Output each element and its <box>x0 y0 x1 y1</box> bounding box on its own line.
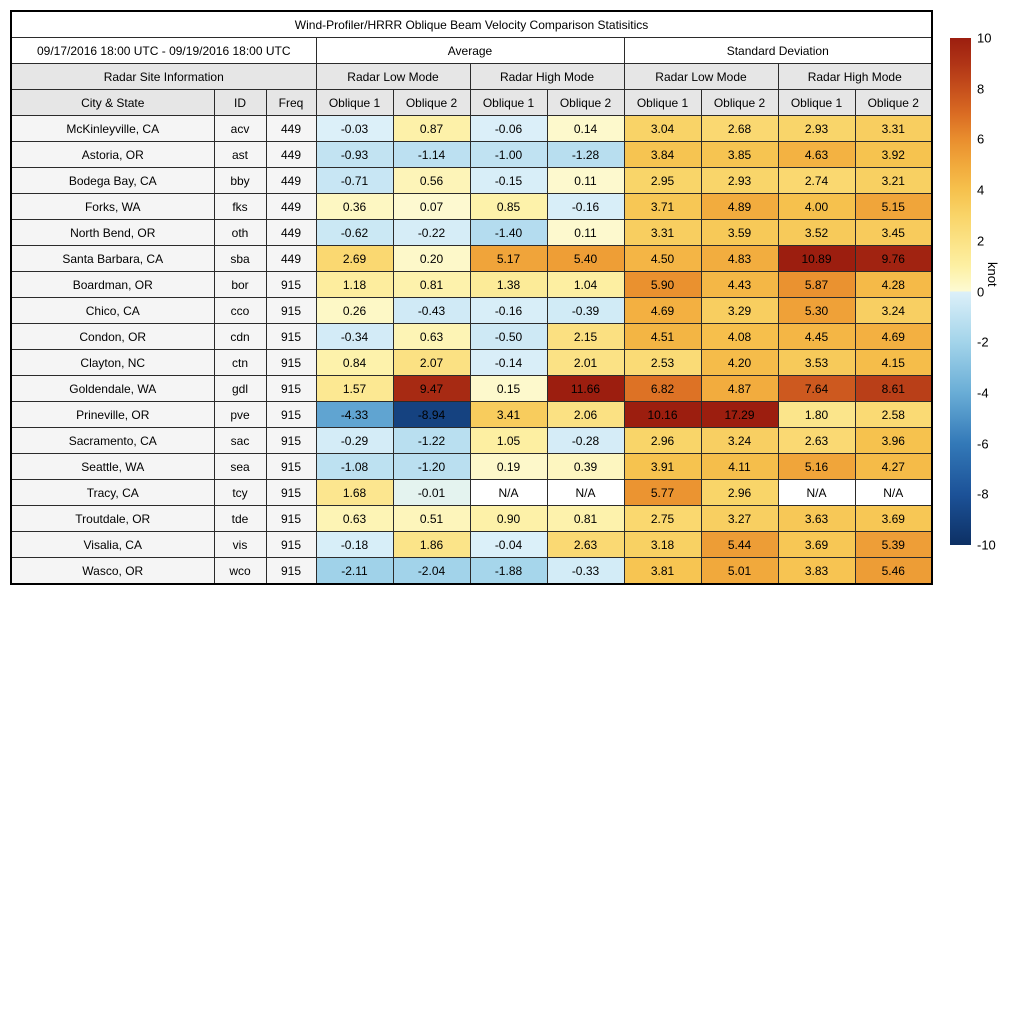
colorbar-tick-label: -6 <box>977 436 989 452</box>
value-cell: 3.59 <box>701 220 778 246</box>
site-id-cell: oth <box>214 220 266 246</box>
comparison-table <box>10 10 933 585</box>
value-cell: 3.83 <box>778 558 855 585</box>
colorbar-tick-label: -4 <box>977 385 989 401</box>
value-cell: 0.39 <box>547 454 624 480</box>
site-id-cell: cdn <box>214 324 266 350</box>
freq-cell: 915 <box>266 324 316 350</box>
value-cell: 5.77 <box>624 480 701 506</box>
value-cell: 3.69 <box>778 532 855 558</box>
table-row <box>11 142 932 168</box>
table-row <box>11 376 932 402</box>
value-cell: 3.84 <box>624 142 701 168</box>
value-cell: 1.04 <box>547 272 624 298</box>
value-cell: 2.68 <box>701 116 778 142</box>
value-cell: 3.21 <box>855 168 932 194</box>
value-cell: 3.29 <box>701 298 778 324</box>
city-state-cell: Sacramento, CA <box>11 428 214 454</box>
value-cell: 5.44 <box>701 532 778 558</box>
colorbar-tick-label: -8 <box>977 486 989 502</box>
mode-header-row <box>11 64 932 90</box>
site-id-cell: cco <box>214 298 266 324</box>
value-cell: 4.50 <box>624 246 701 272</box>
colorbar-tick-label: 4 <box>977 182 985 198</box>
value-cell: 2.63 <box>778 428 855 454</box>
value-cell: 0.90 <box>470 506 547 532</box>
value-cell: 2.58 <box>855 402 932 428</box>
site-id-cell: sea <box>214 454 266 480</box>
value-cell: 2.96 <box>701 480 778 506</box>
city-state-cell: Bodega Bay, CA <box>11 168 214 194</box>
site-id-cell: acv <box>214 116 266 142</box>
value-cell: 4.28 <box>855 272 932 298</box>
table-row <box>11 168 932 194</box>
value-cell: 3.41 <box>470 402 547 428</box>
value-cell: 4.87 <box>701 376 778 402</box>
freq-cell: 915 <box>266 298 316 324</box>
value-cell: -2.11 <box>316 558 393 585</box>
value-cell: 4.69 <box>624 298 701 324</box>
col-header-oblique-1: Oblique 1 <box>624 90 701 116</box>
site-id-cell: bby <box>214 168 266 194</box>
table-row <box>11 194 932 220</box>
freq-cell: 915 <box>266 532 316 558</box>
freq-cell: 915 <box>266 272 316 298</box>
value-cell: 0.56 <box>393 168 470 194</box>
date-range: 09/17/2016 18:00 UTC - 09/19/2016 18:00 UTC <box>11 38 316 64</box>
table-row <box>11 558 932 585</box>
city-state-cell: Wasco, OR <box>11 558 214 585</box>
value-cell: 0.81 <box>393 272 470 298</box>
value-cell: -0.18 <box>316 532 393 558</box>
value-cell: -1.22 <box>393 428 470 454</box>
colorbar-tick-label: 8 <box>977 81 985 97</box>
colorbar-tick-label: 2 <box>977 233 985 249</box>
value-cell: 7.64 <box>778 376 855 402</box>
value-cell: 0.87 <box>393 116 470 142</box>
value-cell: 3.96 <box>855 428 932 454</box>
site-id-cell: gdl <box>214 376 266 402</box>
value-cell: 4.11 <box>701 454 778 480</box>
value-cell: 5.17 <box>470 246 547 272</box>
value-cell: 3.53 <box>778 350 855 376</box>
mode-header-std-low: Radar Low Mode <box>624 64 778 90</box>
value-cell: 9.47 <box>393 376 470 402</box>
value-cell: 5.90 <box>624 272 701 298</box>
value-cell: -1.14 <box>393 142 470 168</box>
value-cell: 1.57 <box>316 376 393 402</box>
col-header-oblique-2: Oblique 2 <box>855 90 932 116</box>
value-cell: 0.07 <box>393 194 470 220</box>
value-cell: 3.31 <box>624 220 701 246</box>
city-state-cell: North Bend, OR <box>11 220 214 246</box>
table-row <box>11 298 932 324</box>
value-cell: 3.18 <box>624 532 701 558</box>
value-cell: 4.83 <box>701 246 778 272</box>
colorbar-tick-label: 6 <box>977 131 985 147</box>
value-cell: 2.74 <box>778 168 855 194</box>
value-cell: N/A <box>778 480 855 506</box>
value-cell: 2.95 <box>624 168 701 194</box>
value-cell: 1.18 <box>316 272 393 298</box>
value-cell: 0.81 <box>547 506 624 532</box>
site-info-header: Radar Site Information <box>11 64 316 90</box>
freq-cell: 915 <box>266 428 316 454</box>
value-cell: 10.89 <box>778 246 855 272</box>
site-id-cell: wco <box>214 558 266 585</box>
value-cell: 3.52 <box>778 220 855 246</box>
col-header-id: ID <box>214 90 266 116</box>
city-state-cell: Prineville, OR <box>11 402 214 428</box>
freq-cell: 449 <box>266 220 316 246</box>
value-cell: -0.71 <box>316 168 393 194</box>
value-cell: 17.29 <box>701 402 778 428</box>
value-cell: N/A <box>547 480 624 506</box>
site-id-cell: fks <box>214 194 266 220</box>
value-cell: 5.40 <box>547 246 624 272</box>
value-cell: 3.91 <box>624 454 701 480</box>
value-cell: -0.15 <box>470 168 547 194</box>
city-state-cell: Condon, OR <box>11 324 214 350</box>
value-cell: 0.51 <box>393 506 470 532</box>
value-cell: -0.03 <box>316 116 393 142</box>
value-cell: 3.24 <box>701 428 778 454</box>
colorbar <box>950 38 971 545</box>
table-row <box>11 480 932 506</box>
freq-cell: 449 <box>266 194 316 220</box>
value-cell: 0.63 <box>316 506 393 532</box>
value-cell: -0.16 <box>547 194 624 220</box>
table-row <box>11 350 932 376</box>
value-cell: -0.14 <box>470 350 547 376</box>
freq-cell: 449 <box>266 246 316 272</box>
city-state-cell: Santa Barbara, CA <box>11 246 214 272</box>
colorbar-tick-label: 0 <box>977 284 985 299</box>
value-cell: 8.61 <box>855 376 932 402</box>
value-cell: 3.81 <box>624 558 701 585</box>
value-cell: 3.92 <box>855 142 932 168</box>
colorbar-tick-label: 10 <box>977 30 992 46</box>
value-cell: 0.36 <box>316 194 393 220</box>
title-row <box>11 11 932 38</box>
value-cell: 2.69 <box>316 246 393 272</box>
city-state-cell: Troutdale, OR <box>11 506 214 532</box>
value-cell: 1.05 <box>470 428 547 454</box>
table-title: Wind-Profiler/HRRR Oblique Beam Velocity Comparison Statisitics <box>11 11 932 38</box>
table-row <box>11 324 932 350</box>
table-row <box>11 116 932 142</box>
value-cell: 2.75 <box>624 506 701 532</box>
site-id-cell: pve <box>214 402 266 428</box>
freq-cell: 915 <box>266 350 316 376</box>
value-cell: 4.89 <box>701 194 778 220</box>
value-cell: -0.16 <box>470 298 547 324</box>
value-cell: N/A <box>855 480 932 506</box>
table-row <box>11 506 932 532</box>
mode-header-avg-low: Radar Low Mode <box>316 64 470 90</box>
value-cell: 1.38 <box>470 272 547 298</box>
city-state-cell: Boardman, OR <box>11 272 214 298</box>
value-cell: 5.87 <box>778 272 855 298</box>
value-cell: -1.28 <box>547 142 624 168</box>
value-cell: 1.80 <box>778 402 855 428</box>
value-cell: 3.85 <box>701 142 778 168</box>
value-cell: 3.04 <box>624 116 701 142</box>
value-cell: 2.96 <box>624 428 701 454</box>
col-header-oblique-2: Oblique 2 <box>547 90 624 116</box>
col-header-oblique-2: Oblique 2 <box>701 90 778 116</box>
col-header-oblique-1: Oblique 1 <box>470 90 547 116</box>
value-cell: -0.50 <box>470 324 547 350</box>
value-cell: 0.84 <box>316 350 393 376</box>
value-cell: 4.43 <box>701 272 778 298</box>
value-cell: 9.76 <box>855 246 932 272</box>
value-cell: -0.01 <box>393 480 470 506</box>
value-cell: 2.15 <box>547 324 624 350</box>
value-cell: 0.85 <box>470 194 547 220</box>
site-id-cell: sba <box>214 246 266 272</box>
value-cell: -0.04 <box>470 532 547 558</box>
value-cell: 5.16 <box>778 454 855 480</box>
city-state-cell: Forks, WA <box>11 194 214 220</box>
col-header-oblique-1: Oblique 1 <box>778 90 855 116</box>
freq-cell: 915 <box>266 558 316 585</box>
value-cell: 2.63 <box>547 532 624 558</box>
value-cell: -0.28 <box>547 428 624 454</box>
table-row <box>11 532 932 558</box>
group-header-row <box>11 38 932 64</box>
colorbar-tick-label: -2 <box>977 334 989 350</box>
value-cell: 5.39 <box>855 532 932 558</box>
freq-cell: 449 <box>266 142 316 168</box>
value-cell: 2.01 <box>547 350 624 376</box>
value-cell: 4.27 <box>855 454 932 480</box>
col-header-freq: Freq <box>266 90 316 116</box>
table-row <box>11 428 932 454</box>
freq-cell: 915 <box>266 506 316 532</box>
value-cell: 3.71 <box>624 194 701 220</box>
value-cell: 0.14 <box>547 116 624 142</box>
col-header-oblique-1: Oblique 1 <box>316 90 393 116</box>
value-cell: 5.15 <box>855 194 932 220</box>
value-cell: 2.06 <box>547 402 624 428</box>
group-header-std-deviation: Standard Deviation <box>624 38 932 64</box>
value-cell: -0.62 <box>316 220 393 246</box>
value-cell: 11.66 <box>547 376 624 402</box>
value-cell: -0.06 <box>470 116 547 142</box>
value-cell: 0.26 <box>316 298 393 324</box>
value-cell: 2.53 <box>624 350 701 376</box>
value-cell: 0.11 <box>547 220 624 246</box>
table-row <box>11 402 932 428</box>
value-cell: -0.93 <box>316 142 393 168</box>
value-cell: -0.33 <box>547 558 624 585</box>
value-cell: 0.15 <box>470 376 547 402</box>
value-cell: 3.69 <box>855 506 932 532</box>
freq-cell: 915 <box>266 376 316 402</box>
col-header-city-state: City & State <box>11 90 214 116</box>
value-cell: 0.63 <box>393 324 470 350</box>
value-cell: 4.08 <box>701 324 778 350</box>
freq-cell: 449 <box>266 116 316 142</box>
table-row <box>11 272 932 298</box>
value-cell: 2.07 <box>393 350 470 376</box>
value-cell: 10.16 <box>624 402 701 428</box>
value-cell: 3.31 <box>855 116 932 142</box>
city-state-cell: McKinleyville, CA <box>11 116 214 142</box>
freq-cell: 915 <box>266 402 316 428</box>
city-state-cell: Goldendale, WA <box>11 376 214 402</box>
value-cell: -1.88 <box>470 558 547 585</box>
value-cell: 5.30 <box>778 298 855 324</box>
city-state-cell: Astoria, OR <box>11 142 214 168</box>
value-cell: -4.33 <box>316 402 393 428</box>
value-cell: 0.11 <box>547 168 624 194</box>
value-cell: -8.94 <box>393 402 470 428</box>
value-cell: 4.51 <box>624 324 701 350</box>
value-cell: -0.29 <box>316 428 393 454</box>
value-cell: -0.43 <box>393 298 470 324</box>
group-header-average: Average <box>316 38 624 64</box>
col-header-oblique-2: Oblique 2 <box>393 90 470 116</box>
table-body <box>11 116 932 585</box>
freq-cell: 915 <box>266 454 316 480</box>
value-cell: 3.63 <box>778 506 855 532</box>
table-row <box>11 220 932 246</box>
city-state-cell: Tracy, CA <box>11 480 214 506</box>
table-row <box>11 246 932 272</box>
freq-cell: 915 <box>266 480 316 506</box>
value-cell: 2.93 <box>701 168 778 194</box>
value-cell: -1.40 <box>470 220 547 246</box>
colorbar-unit-label: knot <box>985 262 1000 287</box>
value-cell: -0.22 <box>393 220 470 246</box>
freq-cell: 449 <box>266 168 316 194</box>
mode-header-std-high: Radar High Mode <box>778 64 932 90</box>
colorbar-tick-label: -10 <box>977 537 996 553</box>
value-cell: 2.93 <box>778 116 855 142</box>
mode-header-avg-high: Radar High Mode <box>470 64 624 90</box>
value-cell: 3.45 <box>855 220 932 246</box>
value-cell: 4.15 <box>855 350 932 376</box>
city-state-cell: Clayton, NC <box>11 350 214 376</box>
value-cell: 4.00 <box>778 194 855 220</box>
value-cell: 0.19 <box>470 454 547 480</box>
value-cell: -1.00 <box>470 142 547 168</box>
city-state-cell: Visalia, CA <box>11 532 214 558</box>
site-id-cell: sac <box>214 428 266 454</box>
value-cell: 6.82 <box>624 376 701 402</box>
value-cell: 4.45 <box>778 324 855 350</box>
site-id-cell: tde <box>214 506 266 532</box>
value-cell: 4.20 <box>701 350 778 376</box>
site-id-cell: tcy <box>214 480 266 506</box>
value-cell: N/A <box>470 480 547 506</box>
value-cell: 4.63 <box>778 142 855 168</box>
city-state-cell: Seattle, WA <box>11 454 214 480</box>
table-row <box>11 454 932 480</box>
value-cell: -0.34 <box>316 324 393 350</box>
value-cell: 1.68 <box>316 480 393 506</box>
site-id-cell: vis <box>214 532 266 558</box>
value-cell: 5.46 <box>855 558 932 585</box>
value-cell: -0.39 <box>547 298 624 324</box>
value-cell: -1.08 <box>316 454 393 480</box>
value-cell: 3.24 <box>855 298 932 324</box>
value-cell: 3.27 <box>701 506 778 532</box>
value-cell: -1.20 <box>393 454 470 480</box>
site-id-cell: ctn <box>214 350 266 376</box>
value-cell: -2.04 <box>393 558 470 585</box>
value-cell: 0.20 <box>393 246 470 272</box>
site-id-cell: bor <box>214 272 266 298</box>
value-cell: 4.69 <box>855 324 932 350</box>
city-state-cell: Chico, CA <box>11 298 214 324</box>
column-header-row <box>11 90 932 116</box>
value-cell: 5.01 <box>701 558 778 585</box>
value-cell: 1.86 <box>393 532 470 558</box>
site-id-cell: ast <box>214 142 266 168</box>
